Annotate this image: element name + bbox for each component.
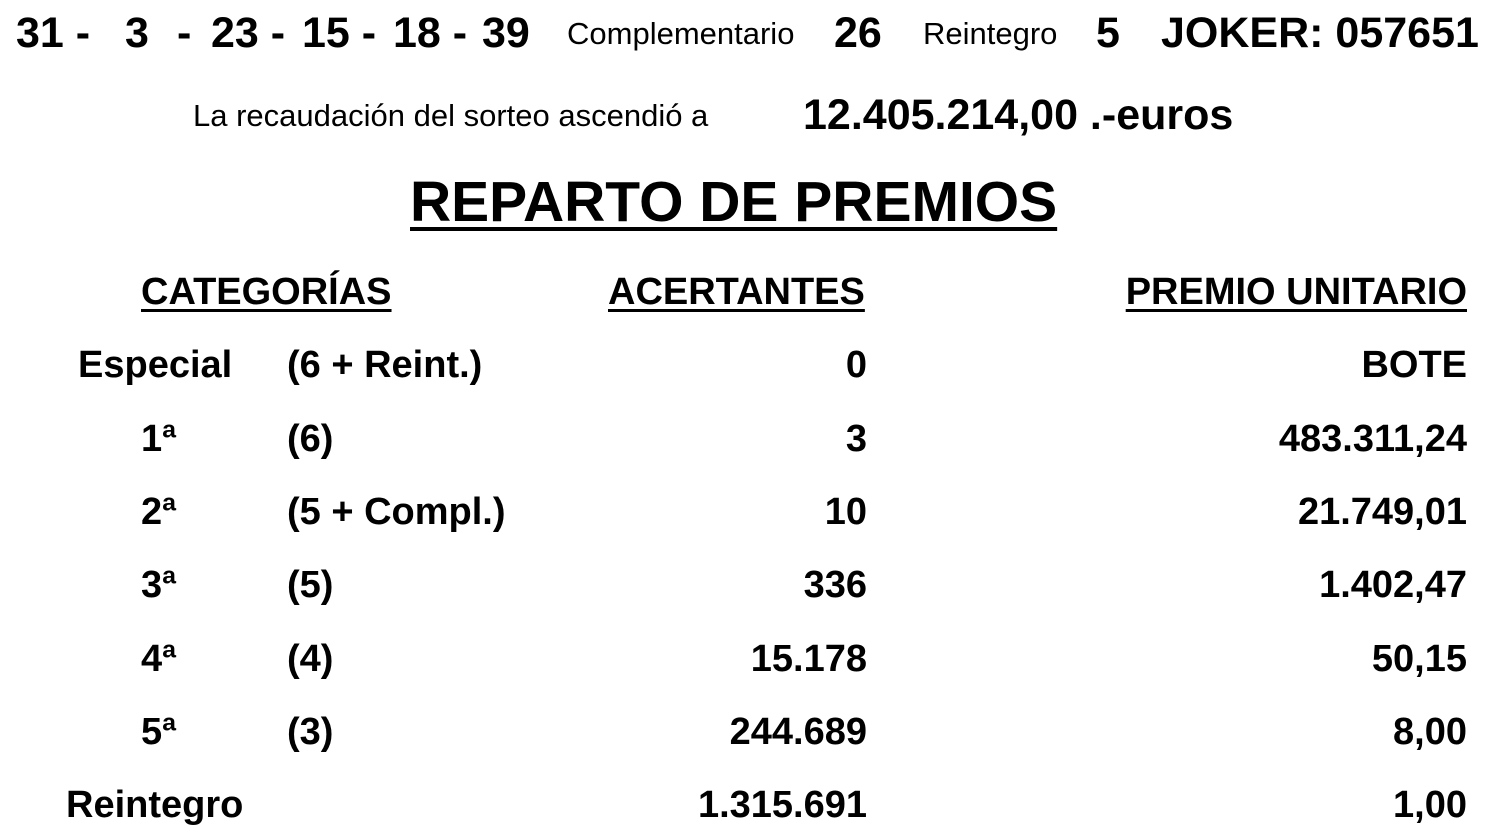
row-winners: 244.689 xyxy=(729,711,867,753)
row-prize: 8,00 xyxy=(1393,711,1467,753)
row-prize: BOTE xyxy=(1361,344,1467,386)
header-premio-unitario: PREMIO UNITARIO xyxy=(1125,271,1467,313)
row-category: Reintegro xyxy=(66,784,244,826)
row-prize: 21.749,01 xyxy=(1297,491,1467,533)
row-category: 3ª xyxy=(141,564,177,606)
recaudacion-value: 12.405.214,00 .-euros xyxy=(803,91,1234,139)
recaudacion-label: La recaudación del sorteo ascendió a xyxy=(193,98,709,133)
draw-number-1: 31 - xyxy=(16,9,91,57)
draw-number-5: 18 - xyxy=(393,9,468,57)
row-description: (5 + Compl.) xyxy=(287,491,506,533)
draw-separator: - xyxy=(177,9,192,57)
row-category: 4ª xyxy=(141,638,177,680)
reintegro-value: 5 xyxy=(1096,9,1120,57)
row-prize: 1.402,47 xyxy=(1319,564,1467,606)
row-prize: 1,00 xyxy=(1393,784,1467,826)
row-description: (3) xyxy=(287,711,334,753)
row-description: (5) xyxy=(287,564,334,606)
row-winners: 10 xyxy=(824,491,867,533)
draw-number-3: 23 - xyxy=(211,9,286,57)
complementario-value: 26 xyxy=(834,9,882,57)
row-winners: 3 xyxy=(845,418,867,460)
draw-number-6: 39 xyxy=(482,9,530,57)
row-description: (6 + Reint.) xyxy=(287,344,483,386)
row-winners: 336 xyxy=(803,564,867,606)
header-categorias: CATEGORÍAS xyxy=(141,271,392,313)
row-description: (4) xyxy=(287,638,334,680)
draw-number-4: 15 - xyxy=(302,9,377,57)
row-prize: 483.311,24 xyxy=(1278,418,1467,460)
row-winners: 0 xyxy=(845,344,867,386)
row-category: 5ª xyxy=(141,711,177,753)
row-prize: 50,15 xyxy=(1371,638,1467,680)
draw-number-2: 3 xyxy=(125,9,149,57)
page-title: REPARTO DE PREMIOS xyxy=(410,170,1058,234)
row-category: Especial xyxy=(78,344,233,386)
row-category: 2ª xyxy=(141,491,177,533)
row-winners: 15.178 xyxy=(750,638,867,680)
header-acertantes: ACERTANTES xyxy=(608,271,865,313)
complementario-label: Complementario xyxy=(567,16,795,51)
reintegro-label: Reintegro xyxy=(923,16,1058,51)
row-winners: 1.315.691 xyxy=(697,784,867,826)
row-category: 1ª xyxy=(141,418,177,460)
joker-number: JOKER: 057651 xyxy=(1161,9,1479,57)
row-description: (6) xyxy=(287,418,334,460)
